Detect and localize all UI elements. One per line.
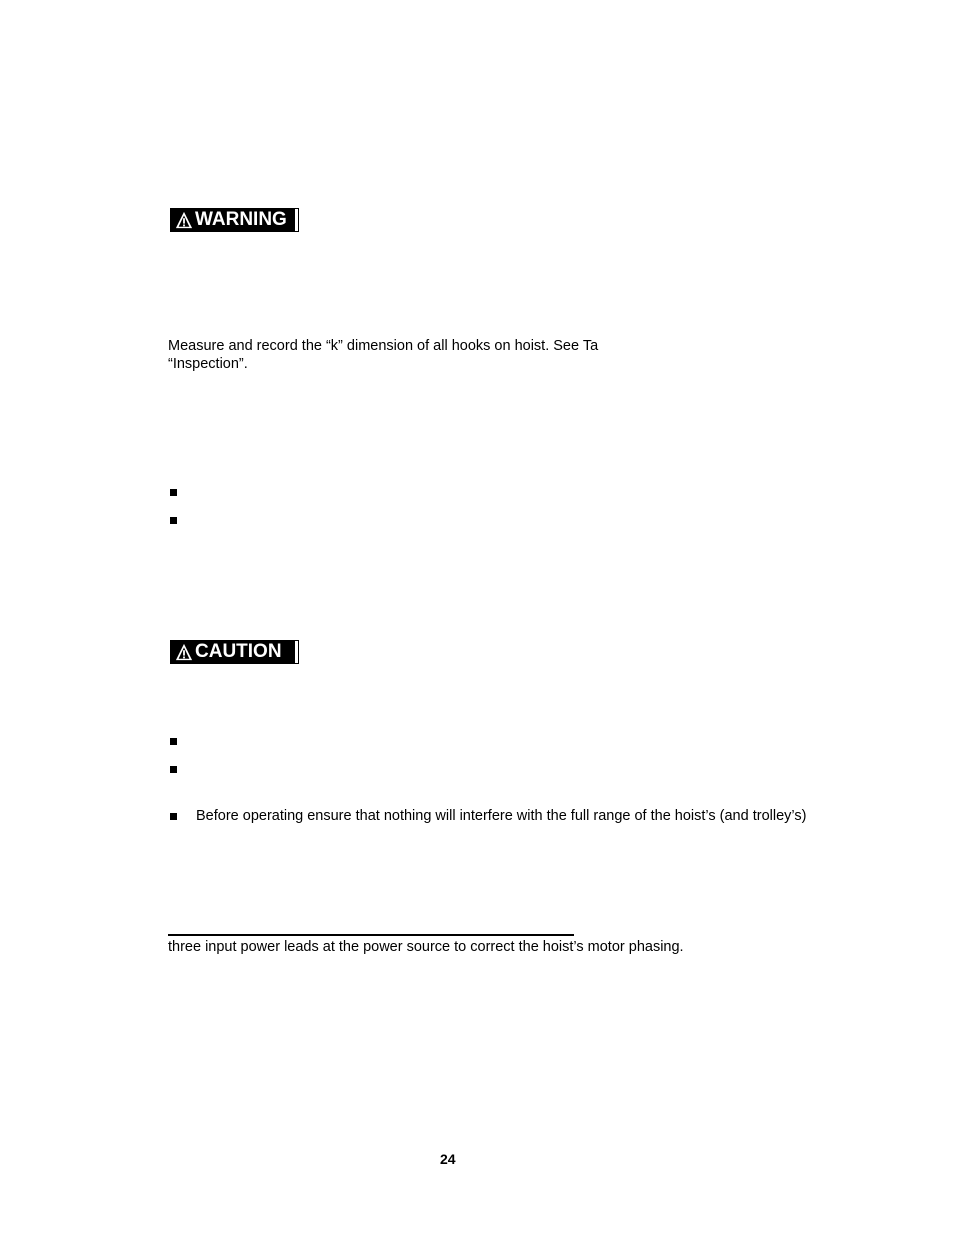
page-number: 24 [440, 1151, 456, 1167]
warning-label-text: WARNING [195, 209, 287, 230]
bullet-marker [170, 489, 177, 496]
caution-label-text: CAUTION [195, 641, 282, 662]
warning-label [171, 209, 298, 231]
horizontal-rule [168, 934, 574, 936]
measure-text-line-2: “Inspection”. [168, 356, 248, 372]
phasing-text: three input power leads at the power source to correct the hoist’s motor phasing. [168, 939, 684, 955]
operating-bullet-text: Before operating ensure that nothing will interfere with the full range of the hoist’s (and trolley’s) [196, 808, 807, 824]
measure-text-line-1: Measure and record the “k” dimension of all hooks on hoist. See Ta [168, 338, 599, 354]
bullet-marker [170, 813, 177, 820]
bullet-marker [170, 766, 177, 773]
bullet-marker [170, 738, 177, 745]
warning-triangle-icon [175, 211, 193, 229]
caution-label [171, 641, 298, 663]
bullet-marker [170, 517, 177, 524]
warning-triangle-icon [175, 643, 193, 661]
